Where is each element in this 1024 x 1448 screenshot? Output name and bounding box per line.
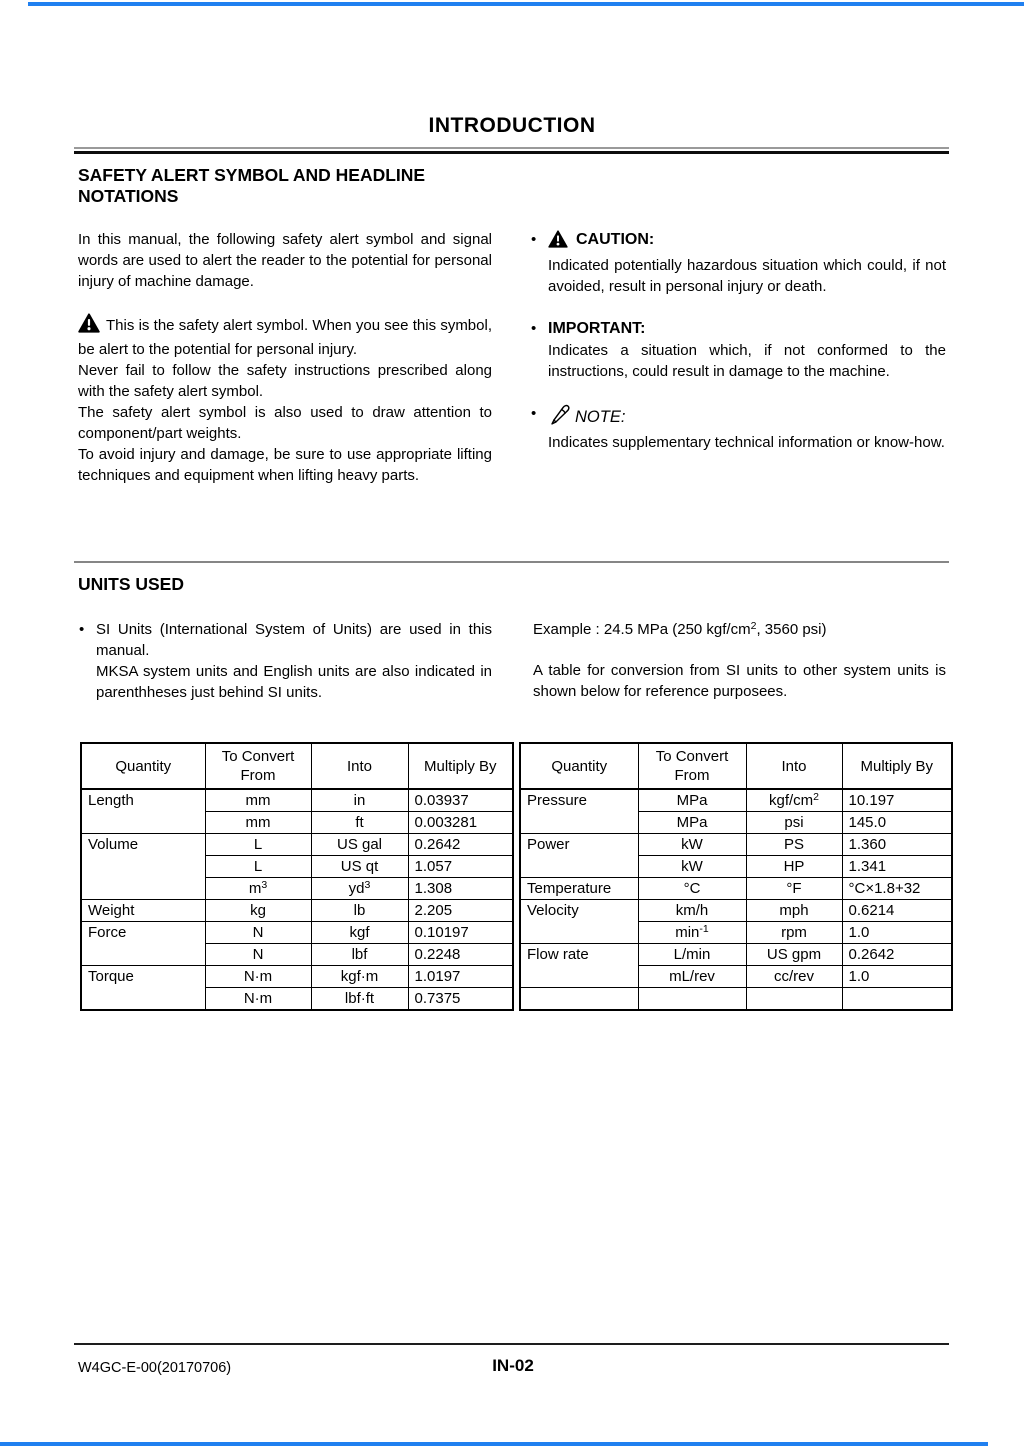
cell-quantity (520, 988, 638, 1011)
bullet-icon: • (79, 621, 85, 638)
cell-into: US qt (311, 856, 408, 878)
cell-multiply: 1.0 (842, 966, 952, 988)
conversion-row (520, 900, 952, 922)
cell-quantity: Weight (81, 900, 205, 922)
cell-quantity: Volume (81, 834, 205, 856)
notice-caution (533, 229, 946, 297)
conversion-row (520, 812, 952, 834)
cell-from: mL/rev (638, 966, 746, 988)
notice-body: Indicated potentially hazardous situation which could, if not avoided, result in personal injury or death. (548, 256, 946, 295)
conversion-row (520, 966, 952, 988)
cell-multiply: 1.308 (408, 878, 513, 900)
cell-multiply: 1.360 (842, 834, 952, 856)
cell-from: mm (205, 812, 311, 834)
cell-from: $m^3$ (205, 878, 311, 900)
cell-into (746, 988, 842, 1011)
header-into: Into (311, 743, 408, 789)
cell-multiply: 0.2642 (408, 834, 513, 856)
cell-quantity (520, 856, 638, 878)
notice-note (533, 403, 946, 453)
cell-from: MPa (638, 789, 746, 812)
cell-multiply: 1.0197 (408, 966, 513, 988)
cell-into: kgf (311, 922, 408, 944)
cell-from: N (205, 944, 311, 966)
cell-into: °F (746, 878, 842, 900)
table-header-row (81, 743, 513, 789)
cell-multiply: 0.03937 (408, 789, 513, 812)
conversion-row (520, 944, 952, 966)
cell-quantity (81, 944, 205, 966)
safety-alert-icon (78, 313, 100, 339)
alert-sentence: To avoid injury and damage, be sure to use appropriate lifting techniques and equipment when lifting heavy parts. (78, 446, 492, 484)
conversion-row (81, 944, 513, 966)
cell-multiply: 0.10197 (408, 922, 513, 944)
conversion-row (81, 789, 513, 812)
cell-into: rpm (746, 922, 842, 944)
units-left-column (78, 619, 492, 703)
conversion-table-left (80, 742, 514, 1011)
cell-into: US gal (311, 834, 408, 856)
cell-quantity: Temperature (520, 878, 638, 900)
cell-into: in (311, 789, 408, 812)
units-bullet-text-1: SI Units (International System of Units) are used in this manual. (96, 621, 492, 659)
units-section-heading: UNITS USED (78, 574, 184, 594)
cell-multiply: °C×1.8+32 (842, 878, 952, 900)
cell-from: L (205, 856, 311, 878)
cell-multiply: 0.003281 (408, 812, 513, 834)
conversion-row (81, 922, 513, 944)
cell-multiply (842, 988, 952, 1011)
page-edge-line-top (28, 2, 1024, 6)
document-code: W4GC-E-00(20170706) (78, 1360, 232, 1376)
header-into: Into (746, 743, 842, 789)
cell-quantity: Velocity (520, 900, 638, 922)
cell-into: $yd^3$ (311, 878, 408, 900)
conversion-row (81, 878, 513, 900)
cell-into: psi (746, 812, 842, 834)
table-header-row (520, 743, 952, 789)
conversion-row (520, 856, 952, 878)
cell-from: km/h (638, 900, 746, 922)
conversion-table-right (519, 742, 953, 1011)
cell-multiply: 0.2248 (408, 944, 513, 966)
cell-quantity: Length (81, 789, 205, 812)
intro-paragraph: In this manual, the following safety alert symbol and signal words are used to alert the reader to the potential for personal injury of machine damage. (78, 231, 492, 290)
header-quantity: Quantity (520, 743, 638, 789)
safety-alert-section (78, 165, 946, 486)
cell-multiply: 2.205 (408, 900, 513, 922)
cell-into: kgf/$cm^2$ (746, 789, 842, 812)
cell-into: lbf·ft (311, 988, 408, 1011)
conversion-row (520, 834, 952, 856)
conversion-row (520, 789, 952, 812)
cell-quantity: Power (520, 834, 638, 856)
bullet-icon: • (531, 231, 537, 248)
cell-multiply: 0.7375 (408, 988, 513, 1011)
cell-into: PS (746, 834, 842, 856)
notice-body: Indicates a situation which, if not conformed to the instructions, could result in damage to the machine. (548, 341, 946, 380)
cell-multiply: 10.197 (842, 789, 952, 812)
cell-from: kW (638, 856, 746, 878)
cell-from: L (205, 834, 311, 856)
conversion-row (81, 856, 513, 878)
cell-from: N (205, 922, 311, 944)
safety-heading-line1: SAFETY ALERT SYMBOL AND HEADLINE (78, 165, 426, 185)
header-from: To Convert From (205, 743, 311, 789)
safety-section-heading (78, 165, 946, 207)
cell-quantity (81, 856, 205, 878)
notice-body: Indicates supplementary technical information or know-how. (548, 433, 945, 451)
cell-from: L/min (638, 944, 746, 966)
notice-label: NOTE: (575, 407, 626, 426)
safety-alert-icon (548, 230, 568, 255)
alert-sentence: The safety alert symbol is also used to draw attention to component/part weights. (78, 404, 492, 442)
cell-multiply: 0.2642 (842, 944, 952, 966)
header-from: To Convert From (638, 743, 746, 789)
cell-quantity (520, 922, 638, 944)
safety-left-column (78, 229, 492, 486)
caution-label-row (548, 229, 946, 255)
units-table-note: A table for conversion from SI units to other system units is shown below for reference purposees. (533, 662, 946, 700)
page-title: INTRODUCTION (428, 114, 596, 137)
cell-quantity: Pressure (520, 789, 638, 812)
bullet-icon: • (531, 404, 537, 422)
units-example: Example : 24.5 MPa (250 kgf/$cm^2$, 3560 psi) (533, 620, 827, 638)
cell-into: lb (311, 900, 408, 922)
cell-from: N·m (205, 966, 311, 988)
cell-quantity: Torque (81, 966, 205, 988)
conversion-row (520, 922, 952, 944)
conversion-row (81, 988, 513, 1011)
alert-symbol-paragraph (78, 313, 492, 360)
safety-heading-line2: NOTATIONS (78, 186, 179, 206)
cell-from: MPa (638, 812, 746, 834)
cell-multiply: 1.0 (842, 922, 952, 944)
notice-label: IMPORTANT: (548, 319, 646, 337)
cell-into: US gpm (746, 944, 842, 966)
pencil-icon (548, 403, 571, 432)
section-divider (74, 561, 949, 563)
cell-from: mm (205, 789, 311, 812)
conversion-row (81, 834, 513, 856)
units-bullet-text-2: MKSA system units and English units are also indicated in parenthheses just behind SI units. (96, 663, 492, 701)
cell-into: kgf·m (311, 966, 408, 988)
cell-multiply: 145.0 (842, 812, 952, 834)
cell-from: N·m (205, 988, 311, 1011)
conversion-row (81, 966, 513, 988)
header-multiply: Multiply By (408, 743, 513, 789)
title-divider (74, 147, 949, 154)
cell-multiply: 1.341 (842, 856, 952, 878)
cell-into: lbf (311, 944, 408, 966)
cell-from: kg (205, 900, 311, 922)
cell-into: cc/rev (746, 966, 842, 988)
safety-right-column (533, 229, 946, 486)
cell-from: $\min^{-1}$ (638, 922, 746, 944)
conversion-tables (80, 742, 953, 1011)
cell-quantity (520, 812, 638, 834)
cell-quantity (81, 812, 205, 834)
cell-quantity: Flow rate (520, 944, 638, 966)
footer (78, 1356, 948, 1382)
cell-from: kW (638, 834, 746, 856)
header-quantity: Quantity (81, 743, 205, 789)
cell-multiply: 0.6214 (842, 900, 952, 922)
notice-label: CAUTION: (576, 231, 655, 248)
cell-quantity (81, 878, 205, 900)
cell-quantity (81, 988, 205, 1011)
bullet-icon: • (531, 319, 537, 337)
footer-divider (74, 1343, 949, 1345)
page-edge-line-bottom (0, 1442, 988, 1446)
cell-from: °C (638, 878, 746, 900)
cell-from (638, 988, 746, 1011)
cell-into: ft (311, 812, 408, 834)
alert-sentence: Never fail to follow the safety instructions prescribed along with the safety alert symbol. (78, 362, 492, 400)
units-used-section (78, 574, 946, 703)
cell-multiply: 1.057 (408, 856, 513, 878)
cell-quantity: Force (81, 922, 205, 944)
conversion-row (81, 900, 513, 922)
notice-important (533, 318, 946, 382)
cell-into: mph (746, 900, 842, 922)
note-label-row (548, 403, 946, 432)
cell-into: HP (746, 856, 842, 878)
header-multiply: Multiply By (842, 743, 952, 789)
conversion-row (520, 988, 952, 1011)
units-right-column (533, 619, 946, 703)
conversion-row (520, 878, 952, 900)
cell-quantity (520, 966, 638, 988)
page-number: IN-02 (492, 1356, 534, 1375)
conversion-row (81, 812, 513, 834)
alert-sentence: This is the safety alert symbol. When you see this symbol, be alert to the potential for personal injury. (78, 317, 492, 358)
